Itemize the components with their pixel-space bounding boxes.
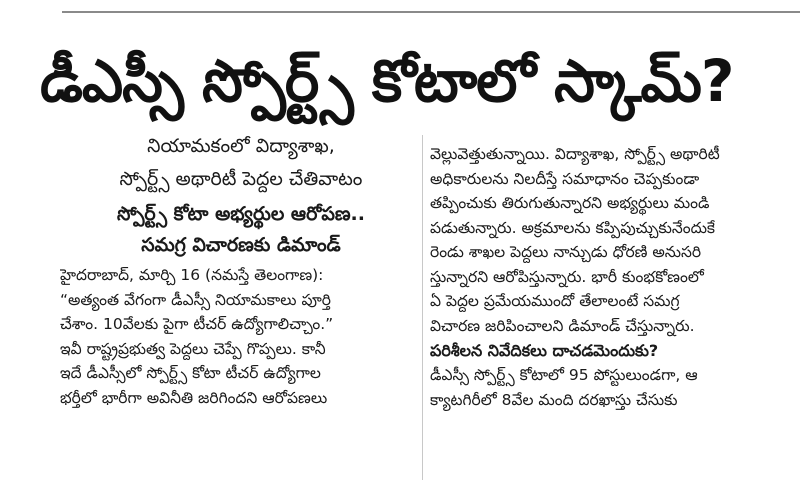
body-line: తప్పించుకు తిరుగుతున్నారని అభ్యర్థులు మండి [430, 194, 710, 212]
body-line: డీఎస్సీ స్పోర్ట్స్ కోటాలో 95 పోస్టులుండగా, ఆ [430, 366, 698, 384]
sub-heading-4: సమగ్ర విచారణకు డిమాండ్ [141, 234, 341, 256]
body-line: అధికారులను నిలదీస్తే సమాధానం చెప్పకుండా [430, 169, 700, 188]
body-line: ఏ పెద్దల ప్రమేయముందో తేలాలంటే సమగ్ర [430, 292, 680, 310]
top-rule [62, 11, 800, 13]
column-divider [422, 135, 423, 480]
sub-heading-2: స్పోర్ట్స్ అథారిటీ పెద్దల చేతివాటం [119, 168, 363, 190]
left-column [60, 133, 422, 410]
article-headline: డీఎస్సీ స్పోర్ట్స్ కోటాలో స్కామ్? [40, 47, 734, 115]
right-column [430, 142, 780, 412]
sub-headings [60, 133, 422, 259]
body-line: “అత్యంత వేగంగా డీఎస్సీ నియామకాలు పూర్తి [60, 290, 331, 309]
body-line: పడుతున్నారు. అక్రమాలను కప్పిపుచ్చుకునేందుకే [430, 218, 716, 237]
section-subhead: పరిశీలన నివేదికలు దాచడమెందుకు? [430, 341, 659, 360]
body-line: హైదరాబాద్, మార్చి 16 (నమస్తే తెలంగాణ): [60, 266, 324, 284]
sub-heading-1: నియామకంలో విద్యాశాఖ, [147, 135, 335, 157]
body-line: రెండు శాఖల పెద్దలు నాన్చుడు ధోరణి అనుసరి [430, 243, 702, 261]
body-line: విచారణ జరిపించాలని డిమాండ్ చేస్తున్నారు. [430, 316, 695, 335]
body-line: స్తున్నారని ఆరోపిస్తున్నారు. భారీ కుంభకోణంలో [430, 267, 704, 286]
body-line: ఇదే డీఎస్సీలో స్పోర్ట్స్ కోటా టీచర్ ఉద్యోగాల [60, 364, 321, 382]
body-line: క్యాటగిరీలో 8వేల మంది దరఖాస్తు చేసుకు [430, 390, 678, 409]
body-line: చేశాం. 10వేలకు పైగా టీచర్ ఉద్యోగాలిచ్చాం.” [60, 315, 334, 333]
body-line: ఇవీ రాష్ట్రప్రభుత్వ పెద్దలు చెప్పే గొప్పలు. కానీ [60, 339, 326, 358]
sub-heading-3: స్పోర్ట్స్ కోటా అభ్యర్థుల ఆరోపణ.. [117, 203, 365, 225]
body-line: భర్తీలో భారీగా అవినీతి జరిగిందని ఆరోపణలు [60, 388, 328, 407]
body-line: వెల్లువెత్తుతున్నాయి. విద్యాశాఖ, స్పోర్ట్స్ అథారిటీ [430, 145, 720, 163]
